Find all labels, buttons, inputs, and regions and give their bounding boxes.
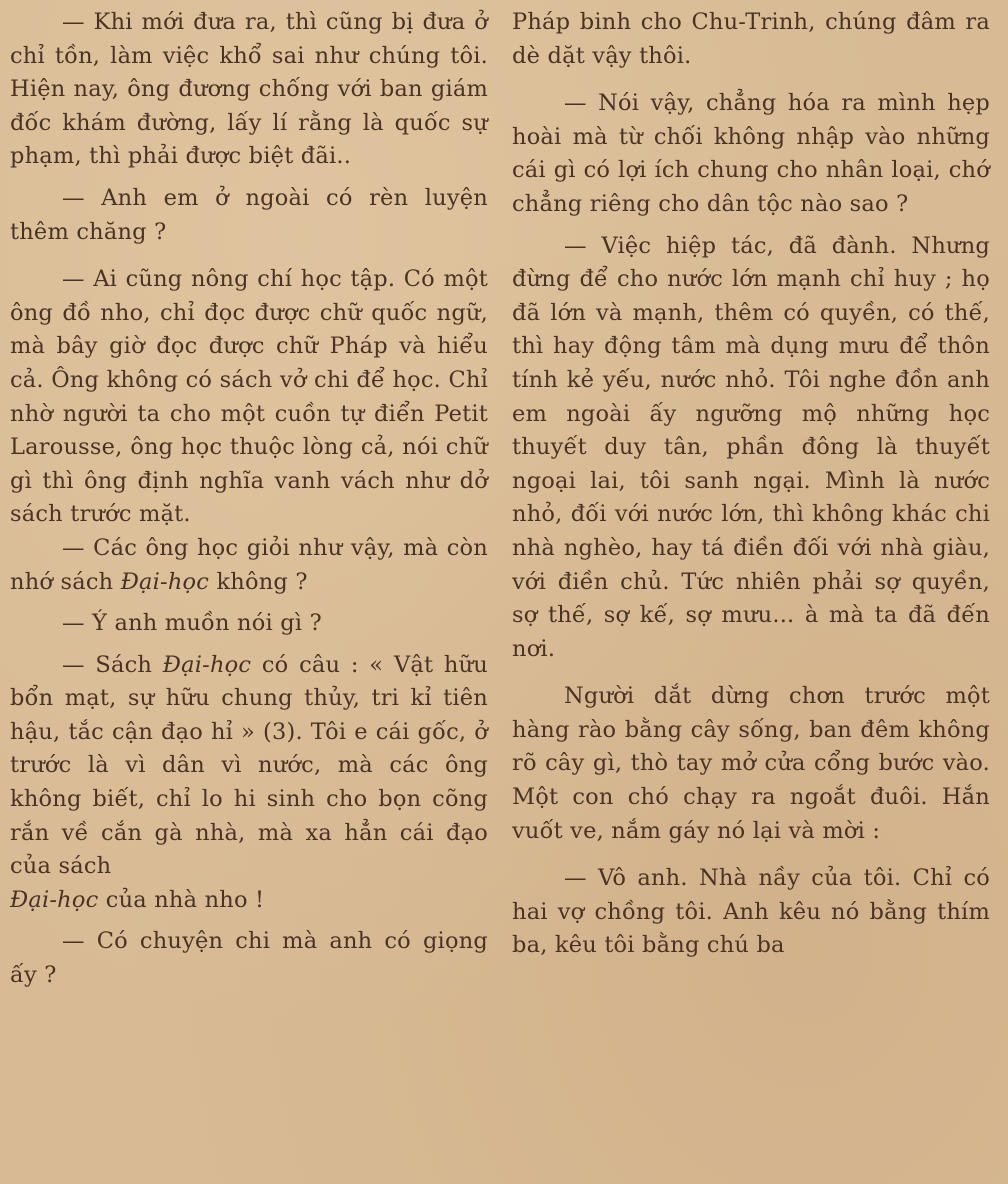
paragraph: Người dắt dừng chơn trước một hàng rào bằng cây sống, ban đêm không rõ cây gì, thò tay mở cửa cổng bước vào. Một con chó chạy ra ngoắt đuôi. Hắn vuốt ve, nắm gáy nó lại và mời : [512,683,990,844]
paragraph: — Việc hiệp tác, đã đành. Nhưng đừng để cho nước lớn mạnh chỉ huy ; họ đã lớn và mạnh, thêm có quyền, có thế, thì hay động tâm mà dụng mưu để thôn tính kẻ yếu, nước nhỏ. Tôi nghe đồn anh em ngoài ấy ngưỡng mộ những học thuyết duy tân, phần đông là thuyết ngoại lai, tôi sanh ngại. Mình là nước nhỏ, đối với nước lớn, thì không khác chi nhà nghèo, hay tá điền đối với nhà giàu, với điền chủ. Tức nhiên phải sợ quyền, sợ thế, sợ kế, sợ mưu... à mà ta đã đến nơi. [512,232,990,662]
paragraph: — Vô anh. Nhà nầy của tôi. Chỉ có hai vợ chồng tôi. Anh kêu nó bằng thím ba, kêu tôi bằng chú ba [512,865,990,959]
paragraph [10,649,488,884]
paragraph-text: — Các ông học giỏi như vậy, mà còn nhớ sách [10,534,488,595]
paragraph: — Nói vậy, chẳng hóa ra mình hẹp hoài mà từ chối không nhập vào những cái gì có lợi ích chung cho nhân loại, chớ chẳng riêng cho dân tộc nào sao ? [512,90,990,217]
paragraph: — Ai cũng nông chí học tập. Có một ông đồ nho, chỉ đọc được chữ quốc ngữ, mà bây giờ đọc được chữ Pháp và hiểu cả. Ông không có sách vở chi để học. Chỉ nhờ người ta cho một cuồn tự điển Petit Larousse, ông học thuộc lòng cả, nói chữ gì thì ông định nghĩa vanh vách như dở sách trước mặt. [10,266,488,528]
paragraph-text: của nhà nho ! [98,886,265,913]
paragraph: — Khi mới đưa ra, thì cũng bị đưa ở chỉ tồn, làm việc khổ sai như chúng tôi. Hiện nay, ông đương chống với ban giám đốc khám đường, lấy lí rằng là quốc sự phạm, thì phải được biệt đãi.. [10,9,488,170]
paragraph: Pháp binh cho Chu-Trinh, chúng đâm ra dè dặt vậy thôi. [512,9,990,69]
paragraph [10,532,488,599]
paragraph-text: không ? [209,568,308,595]
paragraph-text: có câu : « Vật hữu bổn mạt, sự hữu chung thủy, tri kỉ tiên hậu, tắc cận đạo hỉ » (3). Tôi e cái gốc, ở trước là vì dân vì nước, mà các ông không biết, chỉ lo hi sinh cho bọn cõng rắn về cắn gà nhà, mà xa hẳn cái đạo của sách [10,651,488,880]
paragraph-text: — Sách [62,651,163,678]
book-title: Đại-học [120,568,210,595]
book-title: Đại-học [162,651,252,678]
paragraph [10,884,488,918]
left-column [10,6,488,993]
book-title: Đại-học [10,886,99,913]
paragraph: — Ý anh muồn nói gì ? [62,610,322,637]
right-column [512,6,990,963]
paragraph: — Có chuyện chi mà anh có giọng ấy ? [10,928,488,989]
paragraph: — Anh em ở ngoài có rèn luyện thêm chăng ? [10,184,488,245]
